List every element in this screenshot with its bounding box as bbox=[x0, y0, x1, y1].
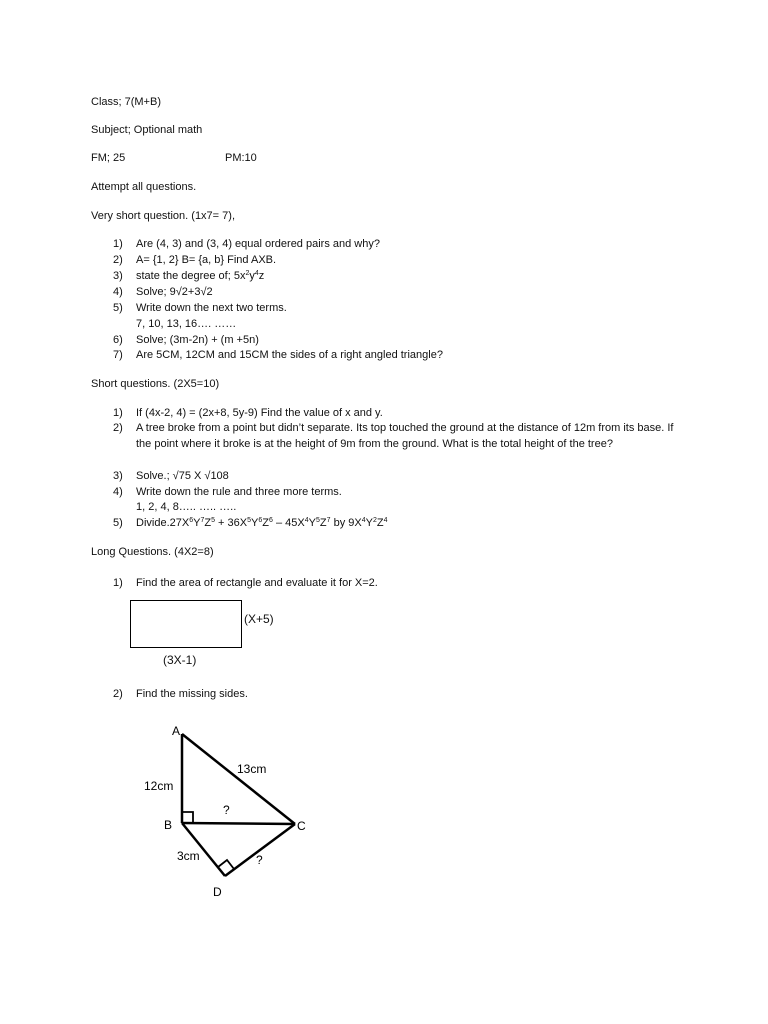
exponent: 6 bbox=[189, 517, 194, 524]
exponent: 2 bbox=[245, 270, 250, 277]
pass-marks: PM:10 bbox=[225, 152, 257, 164]
question-text: A tree broke from a point but didn’t separate. Its top touched the ground at the distance of 12m from its base. If the point where it broke is at the height of 9m from the ground. What is the total height of the tree? bbox=[136, 422, 674, 450]
exponent: 2 bbox=[372, 517, 377, 524]
question-text: Find the missing sides. bbox=[136, 688, 248, 700]
question-number: 2) bbox=[113, 688, 123, 700]
exponent: 4 bbox=[254, 270, 259, 277]
sequence-terms: 1, 2, 4, 8….. ….. ….. bbox=[136, 501, 237, 513]
side-dc-label: ? bbox=[256, 853, 263, 867]
vertex-c-label: C bbox=[297, 819, 306, 833]
question-number: 5) bbox=[113, 517, 123, 529]
question-text: Are (4, 3) and (3, 4) equal ordered pairs and why? bbox=[136, 238, 380, 250]
instruction: Attempt all questions. bbox=[91, 181, 197, 193]
long-heading: Long Questions. (4X2=8) bbox=[91, 546, 214, 558]
degree-variable: z bbox=[258, 270, 265, 282]
question-number: 5) bbox=[113, 302, 123, 314]
division-text: Y bbox=[193, 517, 201, 529]
degree-variable: y bbox=[249, 270, 255, 282]
question-text: Write down the next two terms. bbox=[136, 302, 287, 314]
side-ab-label: 12cm bbox=[144, 779, 174, 793]
vertex-a-label: A bbox=[172, 724, 181, 738]
exponent: 4 bbox=[383, 517, 388, 524]
rectangle-side-label: (X+5) bbox=[244, 612, 274, 626]
side-bc-label: ? bbox=[223, 803, 230, 817]
division-text: Z bbox=[204, 517, 212, 529]
division-text: by 9X bbox=[330, 517, 362, 529]
subject-line: Subject; Optional math bbox=[91, 124, 203, 136]
degree-text: state the degree of; 5x bbox=[136, 270, 246, 282]
question-number: 3) bbox=[113, 270, 123, 282]
division-text: Y bbox=[308, 517, 316, 529]
question-text: Solve; 9√2+3√2 bbox=[136, 286, 213, 298]
full-marks: FM; 25 bbox=[91, 152, 126, 164]
sequence-terms: 7, 10, 13, 16…. …… bbox=[136, 318, 237, 330]
division-text: Y bbox=[251, 517, 259, 529]
exponent: 7 bbox=[200, 517, 205, 524]
question-number: 1) bbox=[113, 238, 123, 250]
division-text: Z bbox=[262, 517, 269, 529]
very-short-heading: Very short question. (1x7= 7), bbox=[91, 210, 235, 222]
side-bc bbox=[182, 823, 295, 824]
question-number: 1) bbox=[113, 577, 123, 589]
question-number: 3) bbox=[113, 470, 123, 482]
class-line: Class; 7(M+B) bbox=[91, 96, 161, 108]
side-ac-label: 13cm bbox=[237, 762, 267, 776]
vertex-b-label: B bbox=[164, 818, 173, 832]
exponent: 5 bbox=[211, 517, 215, 524]
division-text: – 45X bbox=[272, 517, 305, 529]
vertex-d-label: D bbox=[213, 885, 222, 899]
division-text: Z bbox=[319, 517, 327, 529]
exponent: 4 bbox=[361, 517, 366, 524]
side-ac bbox=[182, 734, 295, 824]
question-number: 6) bbox=[113, 334, 123, 346]
division-text: Divide.27X bbox=[136, 517, 190, 529]
division-text: Z bbox=[376, 517, 384, 529]
exponent: 5 bbox=[315, 517, 320, 524]
question-number: 2) bbox=[113, 422, 123, 434]
question-text: Solve; (3m-2n) + (m +5n) bbox=[136, 334, 259, 346]
question-number: 4) bbox=[113, 286, 123, 298]
question-text: Find the area of rectangle and evaluate it for X=2. bbox=[136, 577, 378, 589]
exponent: 4 bbox=[304, 517, 309, 524]
question-text: If (4x-2, 4) = (2x+8, 5y-9) Find the value of x and y. bbox=[136, 407, 383, 419]
division-text: Y bbox=[365, 517, 373, 529]
side-bd-label: 3cm bbox=[177, 849, 200, 863]
question-text: Write down the rule and three more terms. bbox=[136, 486, 342, 498]
right-angle-mark-d bbox=[218, 860, 234, 869]
division-text: + 36X bbox=[215, 517, 248, 529]
exponent: 7 bbox=[326, 517, 331, 524]
side-dc bbox=[225, 824, 295, 876]
question-number: 4) bbox=[113, 486, 123, 498]
exponent: 6 bbox=[258, 517, 263, 524]
exponent: 6 bbox=[269, 517, 273, 524]
question-text: Solve.; √75 X √108 bbox=[136, 470, 229, 482]
question-text: Are 5CM, 12CM and 15CM the sides of a right angled triangle? bbox=[136, 349, 443, 361]
question-text: A= {1, 2} B= {a, b} Find AXB. bbox=[136, 254, 277, 266]
right-angle-mark-b bbox=[182, 812, 193, 823]
rectangle-bottom-label: (3X-1) bbox=[163, 653, 197, 667]
question-number: 2) bbox=[113, 254, 123, 266]
exponent: 5 bbox=[247, 517, 252, 524]
question-number: 1) bbox=[113, 407, 123, 419]
short-heading: Short questions. (2X5=10) bbox=[91, 378, 220, 390]
question-number: 7) bbox=[113, 349, 123, 361]
